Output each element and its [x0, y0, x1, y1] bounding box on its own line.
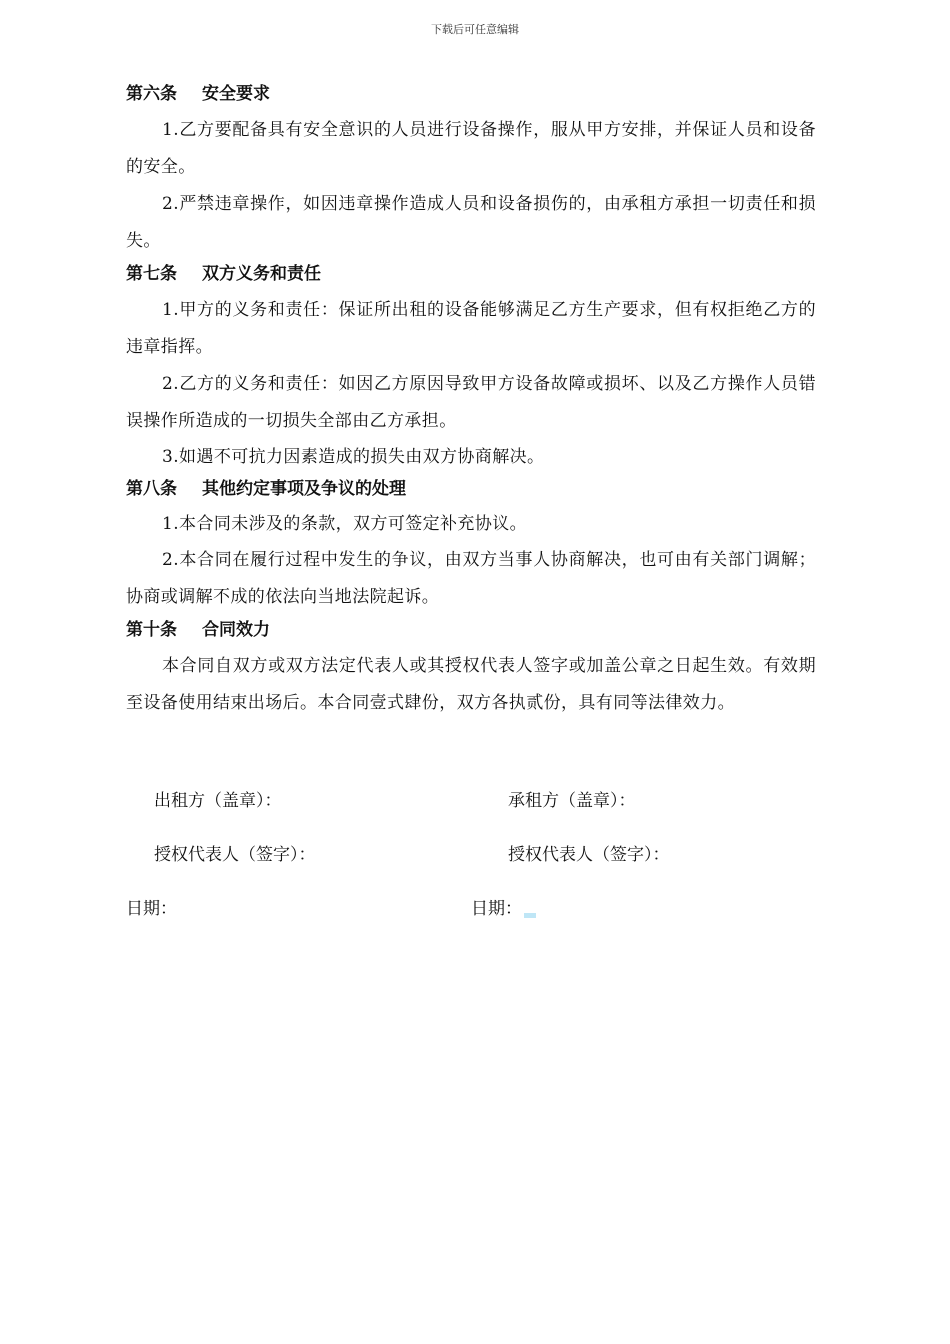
section-heading	[126, 80, 816, 108]
section-title: 合同效力	[202, 620, 270, 640]
section-number: 第六条	[126, 84, 177, 104]
section-number: 第十条	[126, 620, 177, 640]
section-title: 双方义务和责任	[202, 264, 321, 284]
clause-paragraph: 2.严禁违章操作，如因违章操作造成人员和设备损伤的，由承租方承担一切责任和损失。	[126, 194, 816, 251]
section-number: 第七条	[126, 264, 177, 284]
lessor-seal-label: 出租方（盖章）：	[154, 791, 282, 811]
section-8	[126, 475, 816, 616]
lessee-date-field	[471, 894, 536, 919]
clause-paragraph: 2.乙方的义务和责任：如因乙方原因导致甲方设备故障或损坏、以及乙方操作人员错误操作所造成的一切损失全部由乙方承担。	[126, 374, 816, 431]
representative-row	[126, 840, 816, 894]
clause-paragraph: 1.本合同未涉及的条款，双方可签定补充协议。	[162, 514, 528, 534]
section-title: 其他约定事项及争议的处理	[202, 479, 406, 499]
date-row	[126, 894, 816, 948]
lessee-rep-label: 授权代表人（签字）：	[508, 845, 670, 865]
clause-paragraph: 1.乙方要配备具有安全意识的人员进行设备操作，服从甲方安排，并保证人员和设备的安全。	[126, 120, 816, 177]
clause-paragraph: 1.甲方的义务和责任：保证所出租的设备能够满足乙方生产要求，但有权拒绝乙方的违章指挥。	[126, 300, 816, 357]
lessor-date-label: 日期：	[126, 899, 177, 919]
section-number: 第八条	[126, 479, 177, 499]
clause-paragraph: 2.本合同在履行过程中发生的争议，由双方当事人协商解决，也可由有关部门调解；协商或调解不成的依法向当地法院起诉。	[126, 550, 816, 607]
page-header-note: 下载后可任意编辑	[431, 23, 519, 36]
section-heading	[126, 475, 816, 503]
section-6	[126, 80, 816, 260]
contract-body	[126, 80, 816, 722]
lessee-seal-label: 承租方（盖章）：	[508, 791, 636, 811]
lessee-date-label: 日期：	[471, 899, 522, 919]
section-10	[126, 616, 816, 722]
clause-paragraph: 3.如遇不可抗力因素造成的损失由双方协商解决。	[162, 447, 545, 467]
section-heading	[126, 260, 816, 288]
section-7	[126, 260, 816, 475]
seal-row	[126, 786, 816, 840]
section-title: 安全要求	[202, 84, 270, 104]
clause-paragraph: 本合同自双方或双方法定代表人或其授权代表人签字或加盖公章之日起生效。有效期至设备使用结束出场后。本合同壹式肆份，双方各执贰份，具有同等法律效力。	[126, 656, 816, 713]
lessor-rep-label: 授权代表人（签字）：	[154, 845, 316, 865]
signature-block	[126, 786, 816, 948]
text-cursor-highlight	[524, 913, 536, 918]
section-heading	[126, 616, 816, 644]
